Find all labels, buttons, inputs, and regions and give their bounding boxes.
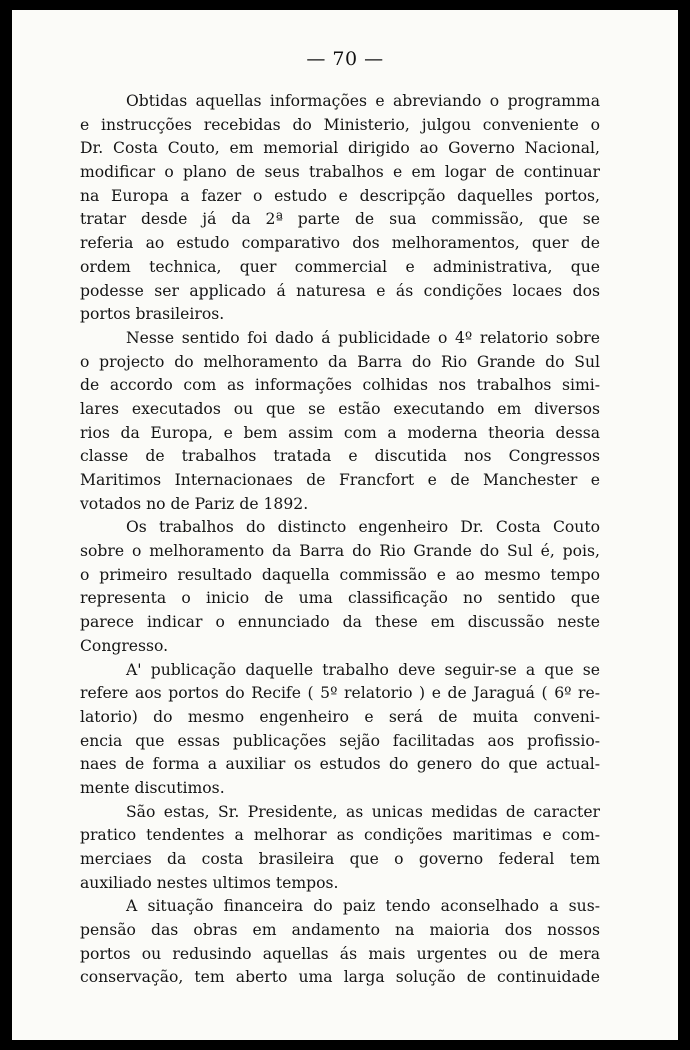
text-line: conservação, tem aberto uma larga solução de continuidade bbox=[80, 968, 600, 987]
text-line: ordem technica, quer commercial e administrativa, que bbox=[80, 257, 600, 276]
paragraph bbox=[80, 801, 600, 896]
text-line: sobre o melhoramento da Barra do Rio Grande do Sul é, pois, bbox=[80, 542, 600, 561]
text-line: Dr. Costa Couto, em memorial dirigido ao Governo Nacional, bbox=[80, 139, 600, 158]
text-line: modificar o plano de seus trabalhos e em logar de continuar bbox=[80, 163, 600, 182]
text-line: portos brasileiros. bbox=[80, 305, 225, 324]
text-line: pratico tendentes a melhorar as condições maritimas e com- bbox=[80, 826, 600, 845]
text-line: merciaes da costa brasileira que o governo federal tem bbox=[80, 850, 600, 868]
paragraph bbox=[80, 659, 600, 801]
page-number: — 70 — bbox=[306, 48, 384, 70]
text-line: São estas, Sr. Presidente, as unicas medidas de caracter bbox=[126, 802, 600, 821]
text-line: Maritimos Internacionaes de Francfort e de Manchester e bbox=[80, 471, 600, 489]
paragraph bbox=[80, 90, 600, 327]
text-line: referia ao estudo comparativo dos melhoramentos, quer de bbox=[80, 234, 600, 253]
document-page bbox=[12, 10, 678, 1040]
text-line: refere aos portos do Recife ( 5º relatorio ) e de Jaraguá ( 6º re- bbox=[80, 684, 600, 703]
body-text bbox=[80, 90, 600, 990]
text-line: o projecto do melhoramento da Barra do Rio Grande do Sul bbox=[80, 352, 600, 371]
text-line: e instrucções recebidas do Ministerio, julgou conveniente o bbox=[80, 115, 600, 134]
text-line: classe de trabalhos tratada e discutida nos Congressos bbox=[80, 447, 600, 466]
text-line: A situação financeira do paiz tendo aconselhado a sus- bbox=[126, 897, 600, 916]
text-line: A' publicação daquelle trabalho deve seguir-se a que se bbox=[126, 660, 600, 679]
text-line: o primeiro resultado daquella commissão e ao mesmo tempo bbox=[80, 565, 600, 584]
text-line: portos ou redusindo aquellas ás mais urgentes ou de mera bbox=[80, 944, 600, 963]
paragraph bbox=[80, 327, 600, 517]
text-line: Congresso. bbox=[80, 636, 169, 655]
text-line: podesse ser applicado á naturesa e ás condições locaes dos bbox=[80, 281, 600, 300]
text-line: Nesse sentido foi dado á publicidade o 4º relatorio sobre bbox=[126, 328, 600, 347]
text-line: votados no de Pariz de 1892. bbox=[80, 494, 309, 513]
text-line: latorio) do mesmo engenheiro e será de muita conveni- bbox=[80, 707, 600, 726]
text-line: Obtidas aquellas informações e abreviando o programma bbox=[126, 92, 600, 110]
text-line: de accordo com as informações colhidas nos trabalhos simi- bbox=[80, 376, 600, 395]
text-line: naes de forma a auxiliar os estudos do genero do que actual- bbox=[80, 755, 600, 774]
text-line: na Europa a fazer o estudo e descripção daquelles portos, bbox=[80, 186, 600, 205]
text-line: rios da Europa, e bem assim com a moderna theoria dessa bbox=[80, 423, 600, 442]
text-line: pensão das obras em andamento na maioria dos nossos bbox=[80, 921, 600, 940]
text-line: tratar desde já da 2ª parte de sua commissão, que se bbox=[80, 210, 600, 229]
text-line: mente discutimos. bbox=[80, 778, 225, 797]
text-line: encia que essas publicações sejão facilitadas aos profissio- bbox=[80, 731, 600, 750]
paragraph bbox=[80, 895, 600, 990]
text-line: representa o inicio de uma classificação no sentido que bbox=[80, 589, 600, 608]
text-line: auxiliado nestes ultimos tempos. bbox=[80, 873, 339, 892]
text-line: Os trabalhos do distincto engenheiro Dr. Costa Couto bbox=[126, 518, 600, 537]
text-line: lares executados ou que se estão executando em diversos bbox=[80, 399, 600, 418]
paragraph bbox=[80, 516, 600, 658]
text-line: parece indicar o ennunciado da these em discussão neste bbox=[80, 613, 600, 632]
